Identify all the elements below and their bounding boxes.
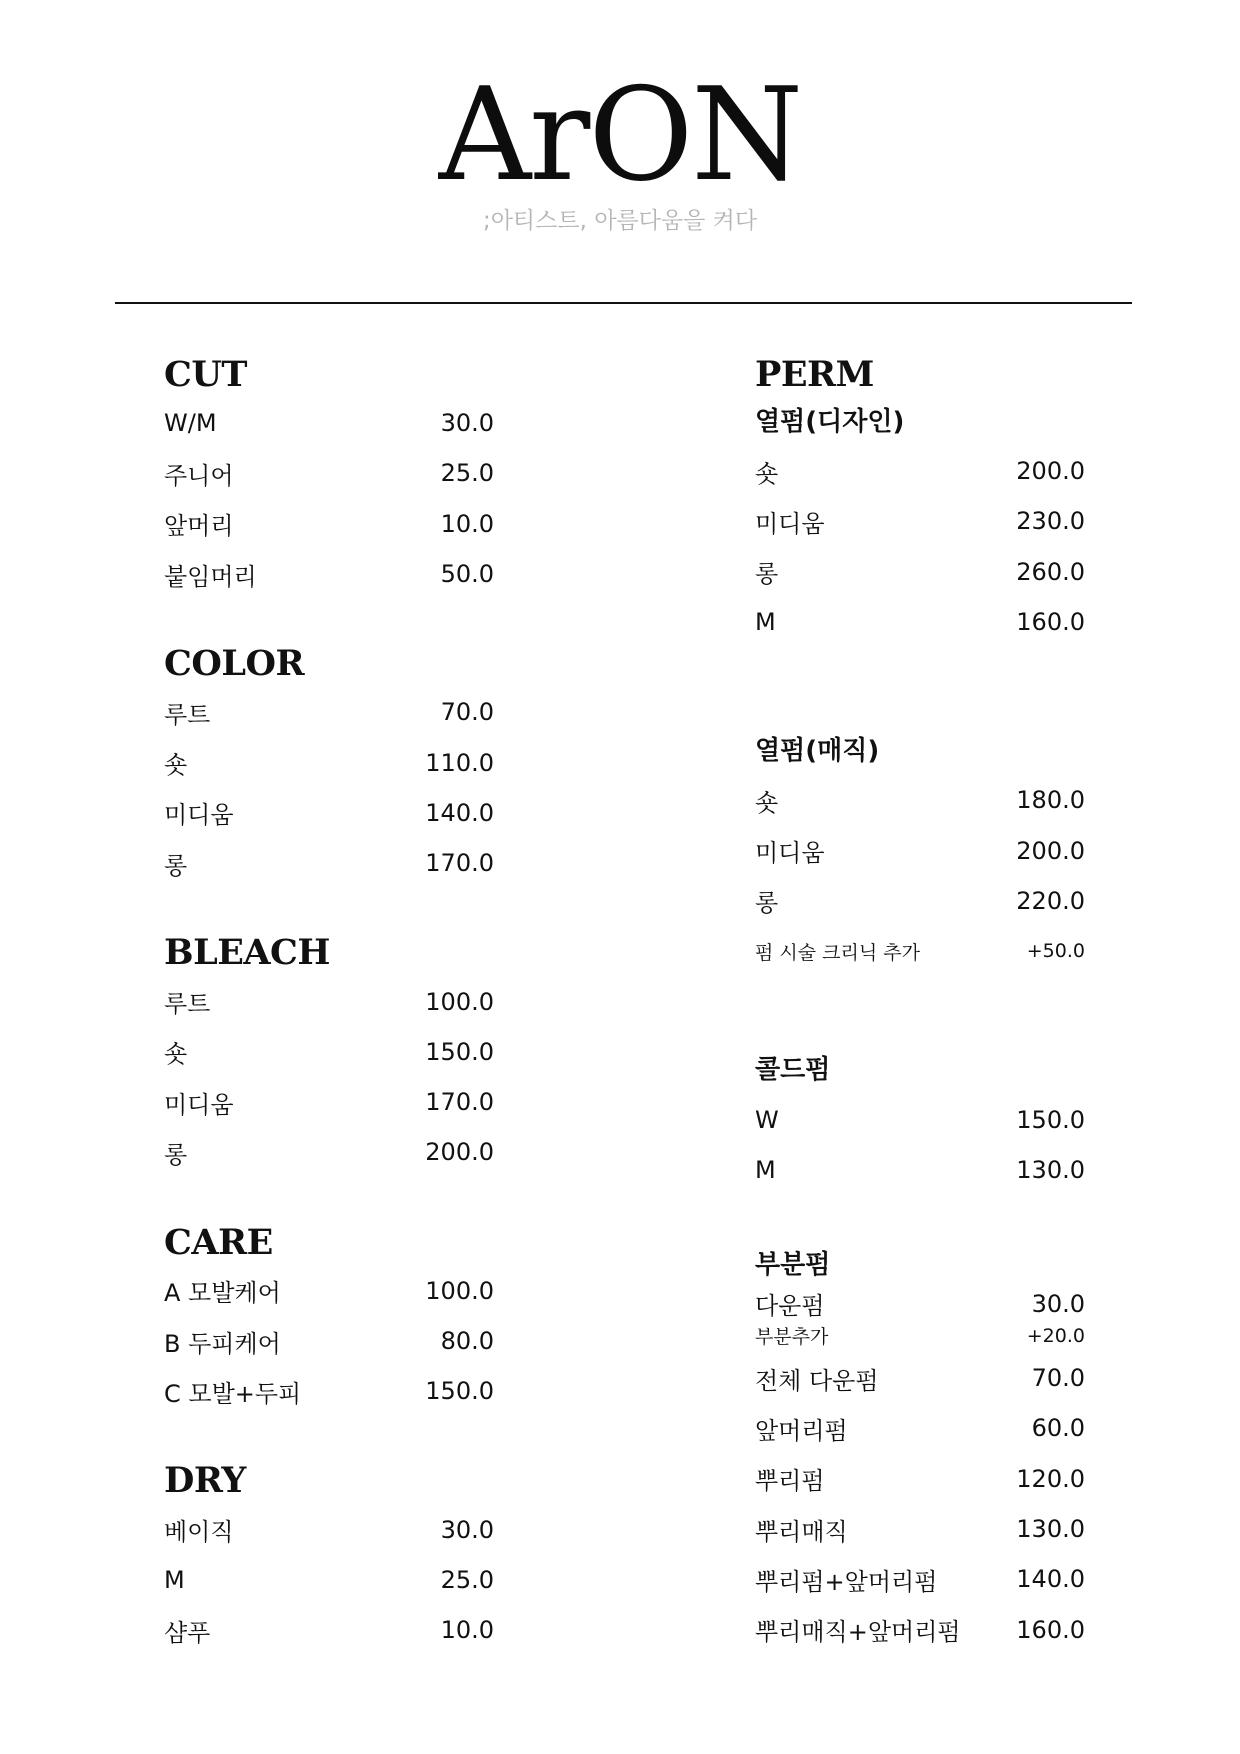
menu-item: [755, 876, 1085, 926]
item-name: M: [164, 1565, 185, 1594]
menu-item: [755, 825, 1085, 875]
menu-item: [755, 446, 1085, 496]
item-name: 다운펌: [755, 1292, 825, 1321]
item-price: 10.0: [440, 1616, 494, 1645]
brand-tagline: ;아티스트, 아름다움을 켜다: [482, 208, 758, 234]
section-title-bleach: BLEACH: [164, 932, 330, 974]
menu-item: [164, 687, 494, 737]
item-price: 30.0: [440, 1515, 494, 1544]
item-list-cold-perm: [755, 1094, 1085, 1195]
item-price: 200.0: [425, 1138, 494, 1167]
item-name: 앞머리: [164, 512, 234, 541]
subsection-title-magic-perm: 열펌(매직): [755, 736, 880, 767]
subsection-title-partial-perm: 부분펌: [755, 1249, 831, 1280]
menu-left-column: [164, 352, 494, 1655]
item-name: 앞머리펌: [755, 1416, 848, 1445]
menu-item-clinic-addon: [755, 926, 1085, 976]
item-list-dry: [164, 1504, 494, 1655]
item-name: M: [755, 608, 776, 637]
item-price: 25.0: [440, 1565, 494, 1594]
menu-item: [755, 1454, 1085, 1504]
item-price: 130.0: [1016, 1155, 1085, 1184]
section-title-perm: PERM: [755, 354, 874, 395]
menu-item: [164, 1266, 494, 1316]
item-list-magic-perm: [755, 775, 1085, 926]
item-price: 10.0: [440, 509, 494, 538]
menu-item: [755, 1554, 1085, 1604]
section-bleach: [164, 930, 494, 1177]
menu-item: [755, 1604, 1085, 1654]
item-price: 150.0: [1016, 1105, 1085, 1134]
section-title-dry: DRY: [164, 1460, 246, 1502]
subsection-title-design-perm: 열펌(디자인): [755, 407, 905, 437]
item-name: 펌 시술 크리닉 추가: [755, 941, 920, 964]
item-name: 롱: [755, 889, 779, 918]
item-price: 70.0: [1031, 1364, 1085, 1393]
item-name: W: [755, 1105, 779, 1134]
item-list-cut: [164, 398, 494, 599]
menu-item: [164, 1555, 494, 1605]
item-name: 미디움: [755, 509, 825, 538]
item-price: 50.0: [440, 560, 494, 589]
menu-item: [164, 788, 494, 838]
item-price: 170.0: [425, 849, 494, 878]
item-price: 100.0: [425, 987, 494, 1016]
menu-item: [755, 496, 1085, 546]
header-divider: [115, 302, 1132, 304]
menu-item: [755, 1145, 1085, 1195]
section-cut: [164, 352, 494, 599]
item-price: 230.0: [1016, 507, 1085, 536]
menu-item: [755, 1403, 1085, 1453]
menu-item: [164, 448, 494, 498]
item-price: +20.0: [1026, 1324, 1085, 1347]
item-price: 120.0: [1016, 1464, 1085, 1493]
menu-item: [755, 1353, 1085, 1403]
item-name: A 모발케어: [164, 1279, 281, 1308]
item-price: 25.0: [440, 459, 494, 488]
item-name: M: [755, 1155, 776, 1184]
item-list-care: [164, 1266, 494, 1417]
item-name: 숏: [755, 459, 779, 488]
item-name: 숏: [164, 751, 188, 780]
item-name: 미디움: [164, 1090, 234, 1119]
section-care: [164, 1220, 494, 1417]
item-price: 260.0: [1016, 557, 1085, 586]
item-price: 70.0: [440, 698, 494, 727]
item-name: 미디움: [164, 801, 234, 830]
item-name: W/M: [164, 409, 217, 438]
item-list-partial-perm: [755, 1353, 1085, 1655]
item-price: 160.0: [1016, 1615, 1085, 1644]
item-name: 미디움: [755, 839, 825, 868]
menu-item-down-perm: [755, 1289, 1085, 1319]
menu-item: [164, 838, 494, 888]
item-name: 숏: [755, 788, 779, 817]
item-name: C 모발+두피: [164, 1379, 302, 1408]
menu-item: [755, 1504, 1085, 1554]
menu-item: [164, 398, 494, 448]
item-price: 220.0: [1016, 886, 1085, 915]
item-name: 롱: [164, 1140, 188, 1169]
item-price: 150.0: [425, 1037, 494, 1066]
item-name: 뿌리매직: [755, 1517, 848, 1546]
item-price: 30.0: [440, 409, 494, 438]
item-price: 200.0: [1016, 836, 1085, 865]
menu-item: [755, 547, 1085, 597]
section-title-cut: CUT: [164, 354, 247, 395]
item-price: +50.0: [1026, 940, 1085, 963]
item-price: 180.0: [1016, 786, 1085, 815]
item-price: 130.0: [1016, 1515, 1085, 1543]
item-price: 200.0: [1016, 457, 1085, 486]
item-name: 붙임머리: [164, 562, 257, 591]
menu-item: [164, 1504, 494, 1554]
item-price: 140.0: [1016, 1565, 1085, 1594]
item-name: 롱: [164, 851, 188, 880]
item-name: 루트: [164, 990, 211, 1019]
menu-item: [164, 1605, 494, 1655]
item-name: 숏: [164, 1040, 188, 1069]
item-name: 샴푸: [164, 1618, 211, 1647]
menu-item: [755, 597, 1085, 647]
item-price: 140.0: [425, 798, 494, 827]
item-price: 160.0: [1016, 608, 1085, 637]
menu-item: [755, 775, 1085, 825]
menu-item: [164, 1027, 494, 1077]
item-name: 전체 다운펌: [755, 1366, 879, 1395]
item-name: 루트: [164, 700, 211, 729]
menu-item: [164, 737, 494, 787]
section-dry: [164, 1458, 494, 1655]
item-price: 80.0: [440, 1327, 494, 1355]
item-name: 베이직: [164, 1518, 234, 1547]
item-price: 60.0: [1031, 1414, 1085, 1443]
item-name: 주니어: [164, 461, 234, 490]
menu-item-partial-addon: [755, 1319, 1085, 1353]
item-list-design-perm: [755, 446, 1085, 647]
section-color: [164, 641, 494, 888]
item-name: 뿌리펌+앞머리펌: [755, 1567, 938, 1596]
section-title-care: CARE: [164, 1221, 273, 1263]
item-price: 170.0: [425, 1088, 494, 1117]
item-name: B 두피케어: [164, 1329, 281, 1358]
menu-item: [164, 1366, 494, 1416]
item-price: 100.0: [425, 1276, 494, 1305]
menu-item: [164, 499, 494, 549]
menu-right-column: [755, 352, 1085, 1655]
menu-item: [164, 1077, 494, 1127]
item-name: 뿌리펌: [755, 1467, 825, 1496]
menu-item: [164, 976, 494, 1026]
item-price: 110.0: [425, 748, 494, 777]
menu-item: [164, 549, 494, 599]
item-price: 150.0: [425, 1377, 494, 1406]
menu-item: [755, 1094, 1085, 1144]
item-list-color: [164, 687, 494, 888]
item-name: 롱: [755, 560, 779, 589]
menu-item: [164, 1316, 494, 1366]
item-price: 30.0: [1031, 1289, 1085, 1318]
menu-item: [164, 1127, 494, 1177]
brand-logo: ArON: [438, 61, 802, 210]
item-name: 부분추가: [755, 1326, 829, 1349]
item-list-bleach: [164, 976, 494, 1177]
subsection-title-cold-perm: 콜드펌: [755, 1055, 831, 1086]
section-title-color: COLOR: [164, 643, 305, 685]
item-name: 뿌리매직+앞머리펌: [755, 1618, 961, 1647]
